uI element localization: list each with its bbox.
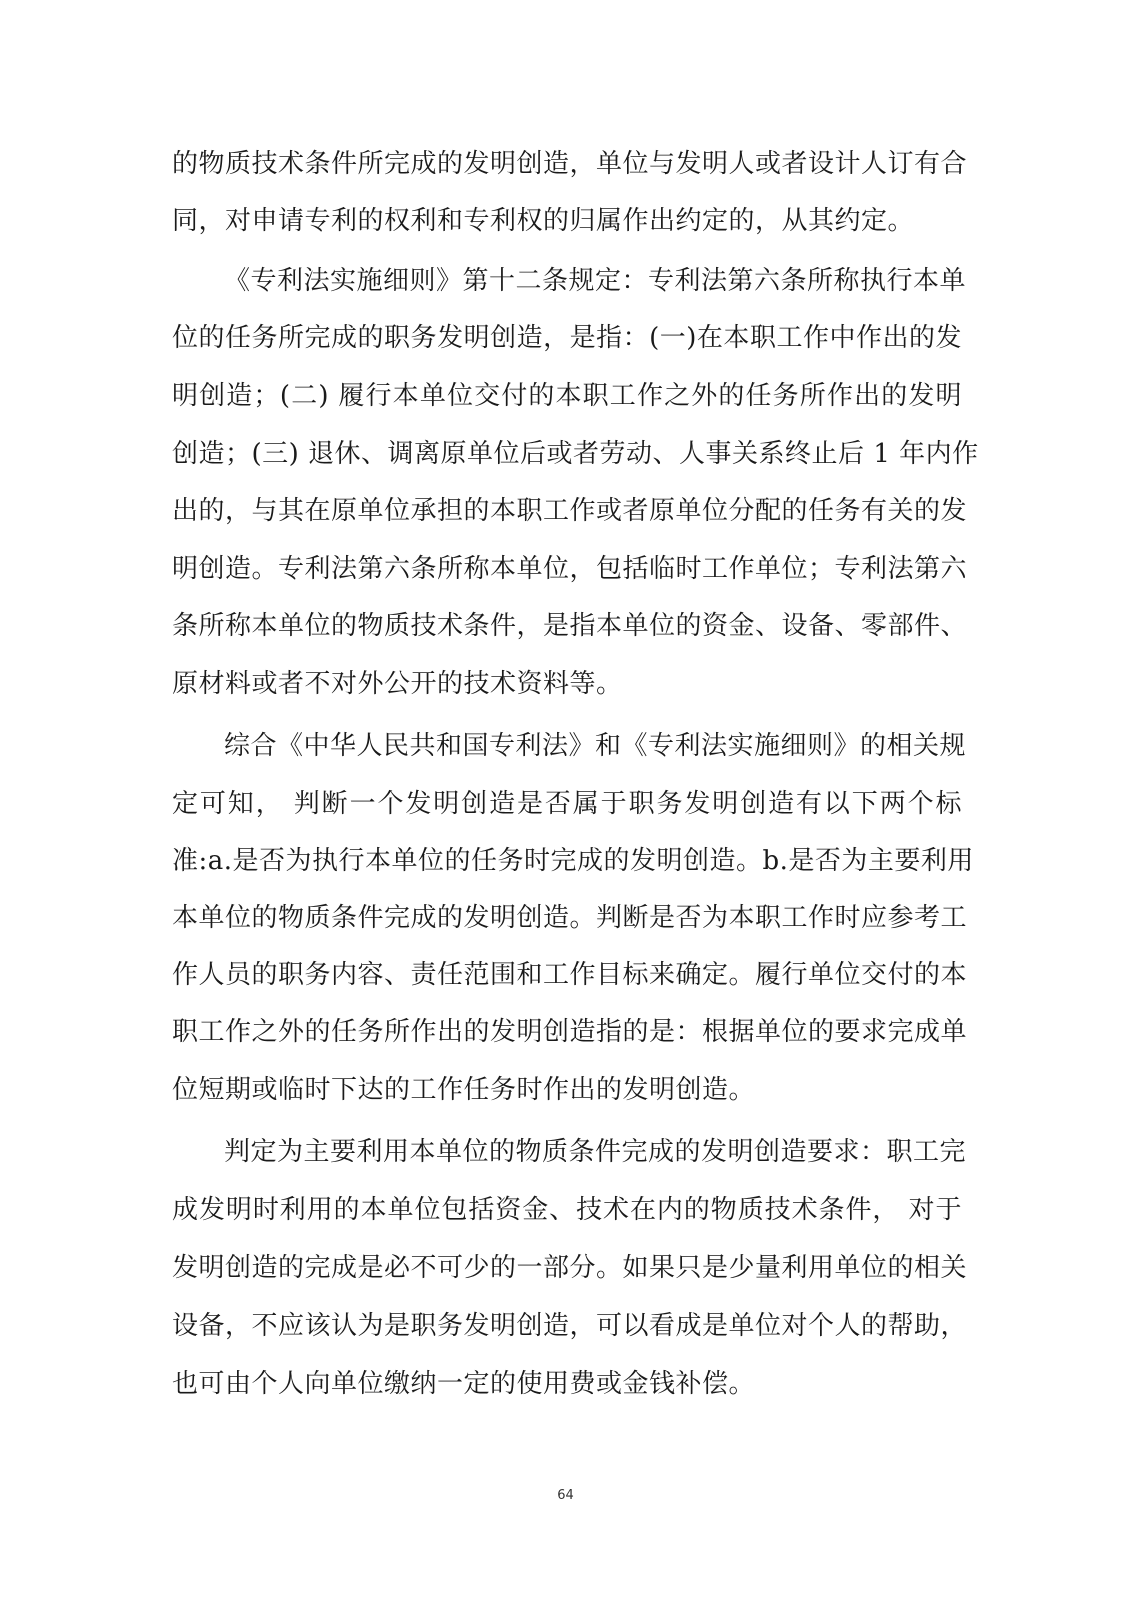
paragraph-3-line-2: 定可知， 判断一个发明创造是否属于职务发明创造有以下两个标 bbox=[172, 789, 962, 819]
paragraph-2-line-5: 出的，与其在原单位承担的本职工作或者原单位分配的任务有关的发 bbox=[172, 496, 968, 526]
paragraph-1-line-2: 同，对申请专利的权利和专利权的归属作出约定的，从其约定。 bbox=[172, 206, 915, 236]
paragraph-2-line-4: 创造；(三) 退休、调离原单位后或者劳动、人事关系终止后 1 年内作 bbox=[172, 439, 979, 469]
paragraph-4-line-3: 发明创造的完成是必不可少的一部分。如果只是少量利用单位的相关 bbox=[172, 1253, 968, 1283]
paragraph-4-line-4: 设备，不应该认为是职务发明创造，可以看成是单位对个人的帮助， bbox=[172, 1311, 968, 1341]
paragraph-2-line-8: 原材料或者不对外公开的技术资料等。 bbox=[172, 669, 623, 699]
paragraph-2-line-2: 位的任务所完成的职务发明创造，是指：(一)在本职工作中作出的发 bbox=[172, 323, 962, 353]
paragraph-2-line-1: 《专利法实施细则》第十二条规定：专利法第六条所称执行本单 bbox=[224, 266, 967, 296]
paragraph-3-line-4: 本单位的物质条件完成的发明创造。判断是否为本职工作时应参考工 bbox=[172, 903, 968, 933]
paragraph-3-line-7: 位短期或临时下达的工作任务时作出的发明创造。 bbox=[172, 1075, 756, 1105]
paragraph-2-line-6: 明创造。专利法第六条所称本单位，包括临时工作单位；专利法第六 bbox=[172, 554, 968, 584]
paragraph-4-line-5: 也可由个人向单位缴纳一定的使用费或金钱补偿。 bbox=[172, 1369, 756, 1399]
paragraph-3-line-5: 作人员的职务内容、责任范围和工作目标来确定。履行单位交付的本 bbox=[172, 960, 968, 990]
paragraph-1-line-1: 的物质技术条件所完成的发明创造，单位与发明人或者设计人订有合 bbox=[172, 149, 968, 179]
paragraph-4-line-1: 判定为主要利用本单位的物质条件完成的发明创造要求：职工完 bbox=[224, 1137, 967, 1167]
paragraph-3-line-6: 职工作之外的任务所作出的发明创造指的是：根据单位的要求完成单 bbox=[172, 1017, 968, 1047]
paragraph-3-line-3: 准:a.是否为执行本单位的任务时完成的发明创造。b.是否为主要利用 bbox=[172, 846, 974, 876]
paragraph-3-line-1: 综合《中华人民共和国专利法》和《专利法实施细则》的相关规 bbox=[224, 731, 967, 761]
paragraph-2-line-7: 条所称本单位的物质技术条件，是指本单位的资金、设备、零部件、 bbox=[172, 611, 968, 641]
paragraph-2-line-3: 明创造；(二) 履行本单位交付的本职工作之外的任务所作出的发明 bbox=[172, 381, 962, 411]
page-number: 64 bbox=[557, 1488, 574, 1503]
paragraph-4-line-2: 成发明时利用的本单位包括资金、技术在内的物质技术条件， 对于 bbox=[172, 1195, 962, 1225]
